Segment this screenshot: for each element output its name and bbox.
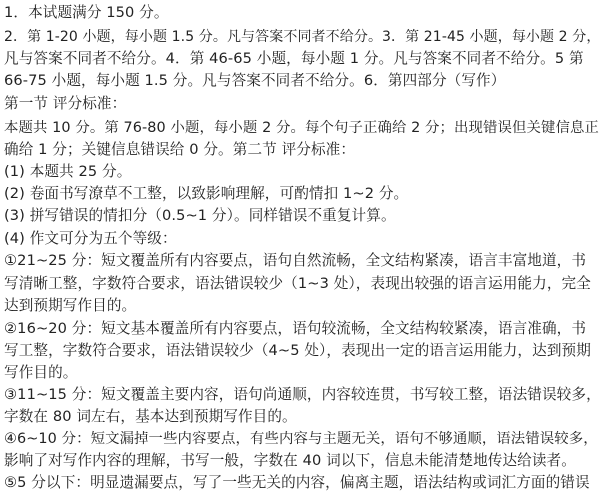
text-line: (3) 拼写错误的情扣分（0.5~1 分）。同样错误不重复计算。: [4, 207, 396, 224]
text-line: 写工整，字数符合要求，语法错误较少（4~5 处），表现出一定的语言运用能力，达到预期: [4, 342, 591, 359]
text-line: 写清晰工整，字数符合要求，语法错误较少（1~3 处），表现出较强的语言运用能力，完全: [4, 275, 591, 292]
text-line: 达到预期写作目的。: [4, 297, 137, 314]
text-line: 本题共 10 分。第 76-80 小题，每小题 2 分。每个句子正确给 2 分；出现错误但关键信息正: [4, 120, 599, 136]
text-line: 写作目的。: [4, 364, 78, 381]
text-line: (1) 本题共 25 分。: [4, 163, 132, 180]
text-line: (2) 卷面书写潦草不工整，以致影响理解，可酌情扣 1~2 分。: [4, 185, 409, 202]
text-line: 影响了对写作内容的理解，书写一般，字数在 40 词以下，信息未能清楚地传达给读者。: [4, 452, 576, 469]
text-line: 2．第 1-20 小题，每小题 1.5 分。凡与答案不同者不给分。3．第 21-45 小题，每小题 2 分，: [4, 29, 601, 45]
text-line: 凡与答案不同者不给分。4．第 46-65 小题，每小题 1 分。凡与答案不同者不给分。5 第: [4, 50, 584, 67]
text-line: 1．本试题满分 150 分。: [4, 4, 169, 21]
text-line: 第一节 评分标准：: [4, 95, 127, 112]
text-line: ①21~25 分：短文覆盖所有内容要点，语句自然流畅，全文结构紧凑，语言丰富地道，书: [4, 252, 587, 269]
text-line: 66-75 小题，每小题 1.5 分。凡与答案不同者不给分。6．第四部分（写作）: [4, 72, 506, 89]
text-line: ③11~15 分：短文覆盖主要内容，语句尚通顺，内容较连贯，书写较工整，语法错误较多，: [4, 386, 601, 403]
text-line: 确给 1 分；关键信息错误给 0 分。第二节 评分标准：: [4, 141, 356, 158]
text-line: ②16~20 分：短文基本覆盖所有内容要点，语句较流畅，全文结构较紧凑，语言准确，书: [4, 320, 587, 337]
text-line: 字数在 80 词左右，基本达到预期写作目的。: [4, 408, 297, 425]
text-line: ⑤5 分以下：明显遗漏要点，写了一些无关的内容，偏离主题，语法结构或词汇方面的错误: [4, 474, 590, 491]
text-line: ④6~10 分：短文漏掉一些内容要点，有些内容与主题无关，语句不够通顺，语法错误较多，: [4, 431, 598, 447]
text-line: (4) 作文可分为五个等级：: [4, 230, 177, 247]
